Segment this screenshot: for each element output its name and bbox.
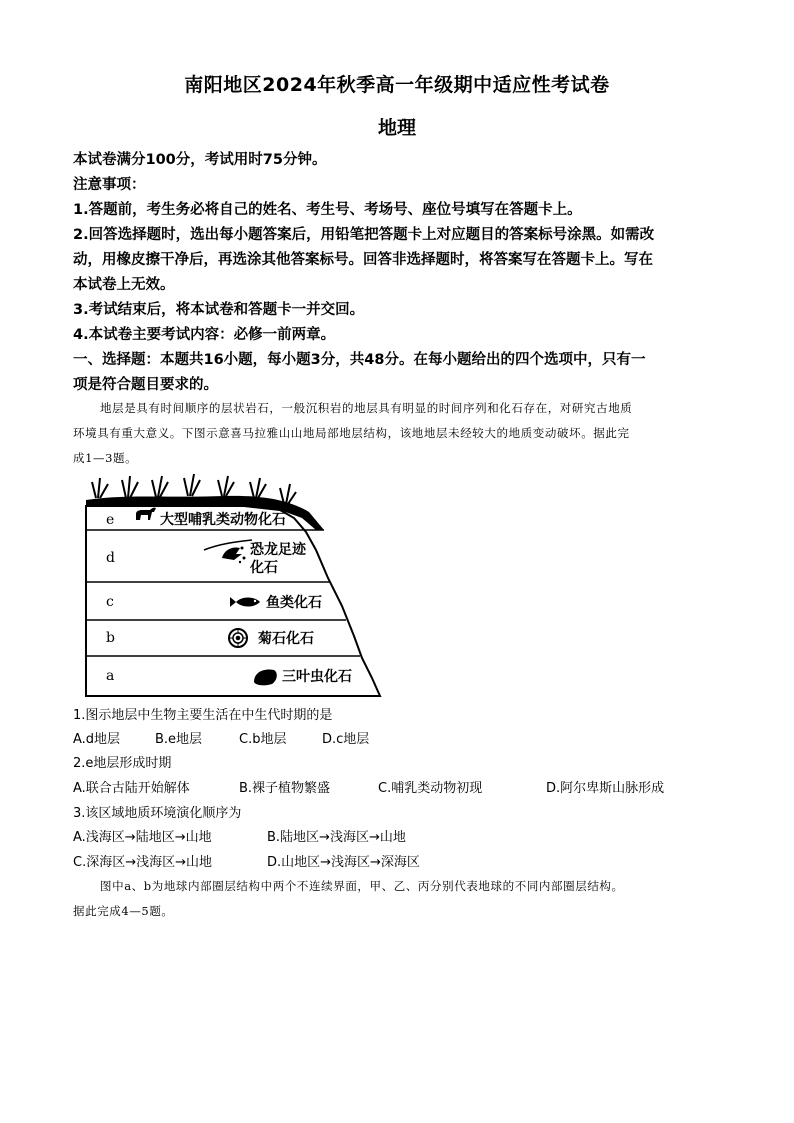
exam-title: 南阳地区2024年秋季高一年级期中适应性考试卷 <box>184 74 610 96</box>
q1-option-c: C.b地层 <box>239 732 287 747</box>
notice-item-4: 4.本试卷主要考试内容：必修一前两章。 <box>73 327 336 343</box>
strata-figure <box>84 468 384 698</box>
notice-item-2-line1: 2.回答选择题时，选出每小题答案后，用铅笔把答题卡上对应题目的答案标号涂黑。如需改 <box>73 227 655 243</box>
q2-option-d: D.阿尔卑斯山脉形成 <box>546 781 665 796</box>
layer-label-c: c <box>106 594 114 610</box>
q1-stem: 1.图示地层中生物主要生活在中生代时期的是 <box>73 708 333 723</box>
q2-option-c: C.哺乳类动物初现 <box>378 781 483 796</box>
passage1-line2: 环境具有重大意义。下图示意喜马拉雅山山地局部地层结构，该地地层未经较大的地质变动破坏。据此完 <box>73 426 630 440</box>
layer-label-b: b <box>106 630 115 646</box>
fossil-label-e: 大型哺乳类动物化石 <box>160 512 286 528</box>
layer-label-a: a <box>106 668 115 684</box>
subject-title: 地理 <box>377 117 416 139</box>
q1-option-a: A.d地层 <box>73 732 121 747</box>
notice-item-3: 3.考试结束后，将本试卷和答题卡一并交回。 <box>73 302 365 318</box>
layer-label-d: d <box>106 550 115 566</box>
passage2-line1: 图中a、b为地球内部圈层结构中两个不连续界面，甲、乙、丙分别代表地球的不同内部圈层结构。 <box>100 879 624 893</box>
fossil-label-d1: 恐龙足迹 <box>250 542 306 558</box>
strata-diagram <box>84 468 384 698</box>
fossil-label-c: 鱼类化石 <box>266 595 322 611</box>
intro-line: 本试卷满分100分，考试用时75分钟。 <box>73 152 327 168</box>
q3-option-d: D.山地区→浅海区→深海区 <box>267 855 420 870</box>
q1-option-d: D.c地层 <box>322 732 370 747</box>
section-heading-line2: 项是符合题目要求的。 <box>73 377 218 393</box>
fossil-label-b: 菊石化石 <box>258 631 314 647</box>
notice-item-2-line2: 动，用橡皮擦干净后，再选涂其他答案标号。回答非选择题时，将答案写在答题卡上。写在 <box>73 252 653 268</box>
q3-option-b: B.陆地区→浅海区→山地 <box>267 830 406 845</box>
q3-stem: 3.该区域地质环境演化顺序为 <box>73 806 242 821</box>
layer-label-e: e <box>106 512 115 528</box>
notice-heading: 注意事项： <box>73 177 146 193</box>
q3-option-a: A.浅海区→陆地区→山地 <box>73 830 212 845</box>
passage1-line1: 地层是具有时间顺序的层状岩石，一般沉积岩的地层具有明显的时间序列和化石存在，对研究古地质 <box>100 401 633 415</box>
passage2-line2: 据此完成4—5题。 <box>73 904 174 918</box>
q2-option-a: A.联合古陆开始解体 <box>73 781 190 796</box>
section-heading-line1: 一、选择题：本题共16小题，每小题3分，共48分。在每小题给出的四个选项中，只有一 <box>73 352 646 368</box>
notice-item-1: 1.答题前，考生务必将自己的姓名、考生号、考场号、座位号填写在答题卡上。 <box>73 202 582 218</box>
q2-option-b: B.裸子植物繁盛 <box>239 781 331 796</box>
q3-option-c: C.深海区→浅海区→山地 <box>73 855 212 870</box>
ammonite-fossil-icon <box>229 629 247 647</box>
q1-option-b: B.e地层 <box>155 732 203 747</box>
passage1-line3: 成1—3题。 <box>73 451 138 465</box>
fossil-label-d2: 化石 <box>250 560 278 576</box>
notice-item-2-line3: 本试卷上无效。 <box>73 277 175 293</box>
q2-stem: 2.e地层形成时期 <box>73 756 172 771</box>
fossil-label-a: 三叶虫化石 <box>282 669 352 685</box>
